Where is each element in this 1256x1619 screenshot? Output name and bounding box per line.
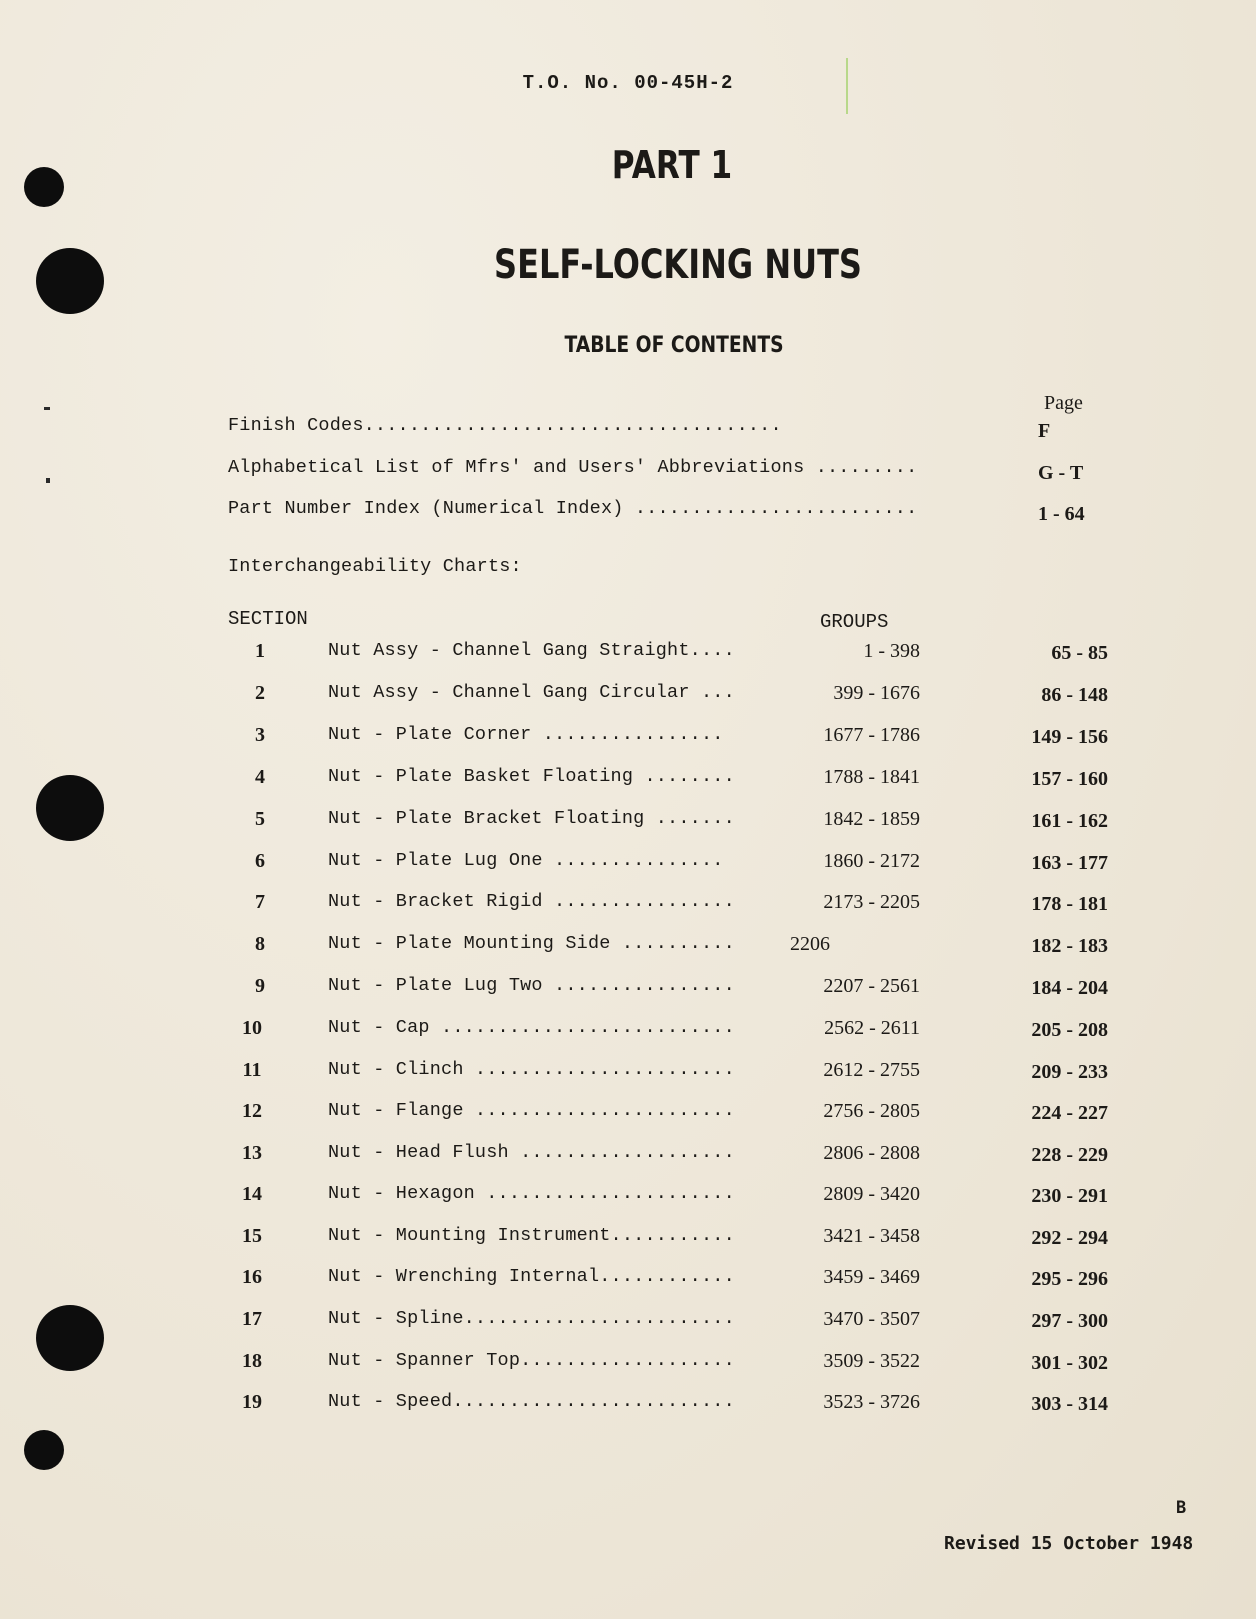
section-pages: 230 - 291 xyxy=(1031,1185,1108,1207)
section-number: 15 xyxy=(242,1225,262,1247)
section-number: 11 xyxy=(242,1059,262,1081)
binder-hole xyxy=(24,167,64,207)
section-pages: 65 - 85 xyxy=(1051,642,1108,664)
section-description: Nut - Clinch ....................... xyxy=(328,1059,735,1080)
section-number: 13 xyxy=(242,1142,262,1164)
section-groups: 3470 - 3507 xyxy=(823,1308,920,1330)
section-pages: 205 - 208 xyxy=(1031,1019,1108,1041)
page-column-header: Page xyxy=(1044,392,1083,414)
section-description: Nut - Bracket Rigid ................ xyxy=(328,891,735,912)
section-groups: 3523 - 3726 xyxy=(823,1391,920,1413)
section-number: 6 xyxy=(255,850,265,872)
section-description: Nut - Plate Mounting Side .......... xyxy=(328,933,735,954)
section-pages: 224 - 227 xyxy=(1031,1102,1108,1124)
section-groups: 2173 - 2205 xyxy=(823,891,920,913)
section-description: Nut - Plate Bracket Floating ....... xyxy=(328,808,735,829)
groups-column-header: GROUPS xyxy=(820,611,889,633)
section-number: 14 xyxy=(242,1183,262,1205)
section-groups: 1677 - 1786 xyxy=(823,724,920,746)
toc-item-label: Alphabetical List of Mfrs' and Users' Abbreviations ......... xyxy=(228,457,918,478)
page-title: SELF-LOCKING NUTS xyxy=(494,242,862,288)
section-number: 19 xyxy=(242,1391,262,1413)
section-number: 17 xyxy=(242,1308,262,1330)
section-groups: 3459 - 3469 xyxy=(823,1266,920,1288)
charts-label: Interchangeability Charts: xyxy=(228,556,522,577)
section-pages: 295 - 296 xyxy=(1031,1268,1108,1290)
section-description: Nut - Spline........................ xyxy=(328,1308,735,1329)
section-number: 16 xyxy=(242,1266,262,1288)
section-description: Nut - Flange ....................... xyxy=(328,1100,735,1121)
section-number: 2 xyxy=(255,682,265,704)
section-number: 4 xyxy=(255,766,265,788)
section-description: Nut - Plate Lug Two ................ xyxy=(328,975,735,996)
section-number: 9 xyxy=(255,975,265,997)
binder-hole xyxy=(36,1305,104,1371)
section-column-header: SECTION xyxy=(228,608,308,630)
section-pages: 86 - 148 xyxy=(1041,684,1108,706)
binder-hole xyxy=(36,248,104,314)
section-description: Nut - Speed......................... xyxy=(328,1391,735,1412)
section-number: 10 xyxy=(242,1017,262,1039)
section-pages: 303 - 314 xyxy=(1031,1393,1108,1415)
section-groups: 3421 - 3458 xyxy=(823,1225,920,1247)
section-groups: 1788 - 1841 xyxy=(823,766,920,788)
section-pages: 209 - 233 xyxy=(1031,1061,1108,1083)
section-groups: 2562 - 2611 xyxy=(824,1017,920,1039)
section-number: 12 xyxy=(242,1100,262,1122)
section-pages: 297 - 300 xyxy=(1031,1310,1108,1332)
binder-hole xyxy=(24,1430,64,1470)
section-groups: 2756 - 2805 xyxy=(823,1100,920,1122)
section-description: Nut Assy - Channel Gang Straight.... xyxy=(328,640,735,661)
section-pages: 292 - 294 xyxy=(1031,1227,1108,1249)
revision-date: Revised 15 October 1948 xyxy=(944,1533,1194,1554)
section-pages: 161 - 162 xyxy=(1031,810,1108,832)
toc-item-page: 1 - 64 xyxy=(1038,503,1085,525)
section-description: Nut - Spanner Top................... xyxy=(328,1350,735,1371)
section-pages: 301 - 302 xyxy=(1031,1352,1108,1374)
section-pages: 184 - 204 xyxy=(1031,977,1108,999)
section-number: 7 xyxy=(255,891,265,913)
toc-item-page: G - T xyxy=(1038,462,1084,484)
section-number: 5 xyxy=(255,808,265,830)
section-description: Nut - Plate Corner ................ xyxy=(328,724,724,745)
section-groups: 3509 - 3522 xyxy=(823,1350,920,1372)
section-groups: 1 - 398 xyxy=(863,640,920,662)
section-number: 8 xyxy=(255,933,265,955)
section-description: Nut Assy - Channel Gang Circular ... xyxy=(328,682,735,703)
toc-item-page: F xyxy=(1038,420,1051,442)
section-description: Nut - Mounting Instrument........... xyxy=(328,1225,735,1246)
section-pages: 178 - 181 xyxy=(1031,893,1108,915)
section-pages: 157 - 160 xyxy=(1031,768,1108,790)
section-groups: 1860 - 2172 xyxy=(823,850,920,872)
binder-hole xyxy=(36,775,104,841)
toc-heading: TABLE OF CONTENTS xyxy=(564,333,784,358)
section-groups: 2207 - 2561 xyxy=(823,975,920,997)
section-description: Nut - Plate Basket Floating ........ xyxy=(328,766,735,787)
section-description: Nut - Head Flush ................... xyxy=(328,1142,735,1163)
toc-item-label: Finish Codes..................................... xyxy=(228,415,782,436)
document-number: T.O. No. 00-45H-2 xyxy=(522,72,734,94)
section-number: 1 xyxy=(255,640,265,662)
section-number: 18 xyxy=(242,1350,262,1372)
section-description: Nut - Hexagon ...................... xyxy=(328,1183,735,1204)
part-title: PART 1 xyxy=(611,143,733,187)
section-pages: 228 - 229 xyxy=(1031,1144,1108,1166)
section-description: Nut - Plate Lug One ............... xyxy=(328,850,724,871)
section-groups: 399 - 1676 xyxy=(833,682,920,704)
section-groups: 2612 - 2755 xyxy=(823,1059,920,1081)
section-pages: 182 - 183 xyxy=(1031,935,1108,957)
section-number: 3 xyxy=(255,724,265,746)
section-pages: 149 - 156 xyxy=(1031,726,1108,748)
section-groups: 2806 - 2808 xyxy=(823,1142,920,1164)
margin-mark xyxy=(46,478,50,483)
section-description: Nut - Cap .......................... xyxy=(328,1017,735,1038)
section-pages: 163 - 177 xyxy=(1031,852,1108,874)
section-description: Nut - Wrenching Internal............ xyxy=(328,1266,735,1287)
page-letter: B xyxy=(1176,1498,1187,1518)
margin-mark xyxy=(44,407,50,410)
section-groups: 2809 - 3420 xyxy=(823,1183,920,1205)
section-groups: 2206 xyxy=(790,933,830,955)
toc-item-label: Part Number Index (Numerical Index) ......................... xyxy=(228,498,918,519)
section-groups: 1842 - 1859 xyxy=(823,808,920,830)
